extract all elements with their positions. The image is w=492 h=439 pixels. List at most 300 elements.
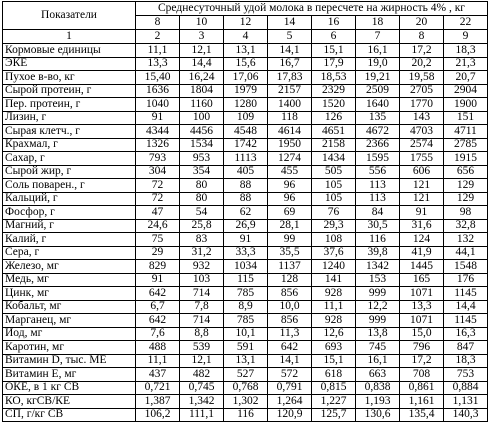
value-cell: 83 [180, 233, 224, 247]
value-cell: 105 [312, 192, 356, 206]
value-cell: 18,53 [312, 71, 356, 85]
header-indicators: Показатели [3, 2, 136, 30]
value-cell: 20,2 [400, 57, 444, 71]
value-cell: 118 [268, 111, 312, 125]
value-cell: 26,9 [224, 219, 268, 233]
value-cell: 663 [356, 368, 400, 382]
row-label: Кобальт, мг [3, 300, 136, 314]
value-cell: 1915 [444, 152, 488, 166]
header-column-number: 7 [356, 30, 400, 44]
value-cell: 62 [224, 206, 268, 220]
value-cell: 1,342 [180, 395, 224, 409]
row-label: Сырой протеин, г [3, 84, 136, 98]
value-cell: 54 [180, 206, 224, 220]
row-label: Витамин Е, мг [3, 368, 136, 382]
value-cell: 1145 [444, 287, 488, 301]
value-cell: 121 [400, 179, 444, 193]
table-row [3, 368, 488, 382]
value-cell: 4614 [268, 125, 312, 139]
value-cell: 96 [268, 179, 312, 193]
value-cell: 928 [312, 287, 356, 301]
value-cell: 455 [268, 165, 312, 179]
row-label: ЭКЕ [3, 57, 136, 71]
value-cell: 14,1 [268, 354, 312, 368]
value-cell: 96 [268, 192, 312, 206]
value-cell: 25,8 [180, 219, 224, 233]
value-cell: 35,5 [268, 246, 312, 260]
value-cell: 17,9 [312, 57, 356, 71]
value-cell: 488 [136, 341, 180, 355]
value-cell: 41,9 [400, 246, 444, 260]
value-cell: 141 [312, 273, 356, 287]
header-column-number: 3 [180, 30, 224, 44]
value-cell: 0,838 [356, 381, 400, 395]
value-cell: 1,227 [312, 395, 356, 409]
row-label: Крахмал, г [3, 138, 136, 152]
value-cell: 1160 [180, 98, 224, 112]
header-yield-cell: 12 [224, 16, 268, 30]
value-cell: 116 [356, 233, 400, 247]
header-column-number: 9 [444, 30, 488, 44]
value-cell: 13,1 [224, 44, 268, 58]
value-cell: 13,3 [400, 300, 444, 314]
table-body [3, 44, 488, 422]
value-cell: 2329 [312, 84, 356, 98]
value-cell: 1400 [268, 98, 312, 112]
value-cell: 618 [312, 368, 356, 382]
value-cell: 7,8 [180, 300, 224, 314]
table-row [3, 125, 488, 139]
value-cell: 0,815 [312, 381, 356, 395]
value-cell: 1640 [356, 98, 400, 112]
table-row [3, 111, 488, 125]
row-label: Марганец, мг [3, 314, 136, 328]
value-cell: 16,7 [268, 57, 312, 71]
value-cell: 24,6 [136, 219, 180, 233]
table-row [3, 44, 488, 58]
value-cell: 0,791 [268, 381, 312, 395]
value-cell: 2158 [312, 138, 356, 152]
value-cell: 829 [136, 260, 180, 274]
table-row [3, 314, 488, 328]
table-row [3, 273, 488, 287]
value-cell: 116 [224, 408, 268, 422]
value-cell: 103 [180, 273, 224, 287]
header-column-number: 4 [224, 30, 268, 44]
value-cell: 856 [268, 287, 312, 301]
value-cell: 111,1 [180, 408, 224, 422]
value-cell: 113 [356, 192, 400, 206]
value-cell: 17,2 [400, 44, 444, 58]
header-column-number: 1 [3, 30, 136, 44]
value-cell: 129 [444, 192, 488, 206]
value-cell: 47 [136, 206, 180, 220]
row-label: Кормовые единицы [3, 44, 136, 58]
value-cell: 1274 [268, 152, 312, 166]
value-cell: 7,6 [136, 327, 180, 341]
value-cell: 16,1 [356, 44, 400, 58]
value-cell: 72 [136, 192, 180, 206]
value-cell: 14,4 [180, 57, 224, 71]
value-cell: 953 [180, 152, 224, 166]
value-cell: 1034 [224, 260, 268, 274]
value-cell: 437 [136, 368, 180, 382]
value-cell: 128 [268, 273, 312, 287]
header-group-title: Среднесуточный удой молока в пересчете на жирность 4% , кг [136, 2, 488, 16]
table-row [3, 381, 488, 395]
value-cell: 39,8 [356, 246, 400, 260]
value-cell: 20,7 [444, 71, 488, 85]
value-cell: 76 [312, 206, 356, 220]
value-cell: 606 [400, 165, 444, 179]
value-cell: 4703 [400, 125, 444, 139]
value-cell: 1755 [400, 152, 444, 166]
value-cell: 31,2 [180, 246, 224, 260]
value-cell: 72 [136, 179, 180, 193]
header-yield-cell: 16 [312, 16, 356, 30]
value-cell: 12,1 [180, 354, 224, 368]
value-cell: 105 [312, 179, 356, 193]
value-cell: 165 [400, 273, 444, 287]
value-cell: 98 [444, 206, 488, 220]
value-cell: 11,3 [268, 327, 312, 341]
row-label: Фосфор, г [3, 206, 136, 220]
table-row [3, 246, 488, 260]
value-cell: 135,4 [400, 408, 444, 422]
table-row [3, 206, 488, 220]
value-cell: 2904 [444, 84, 488, 98]
value-cell: 1770 [400, 98, 444, 112]
value-cell: 32,8 [444, 219, 488, 233]
value-cell: 656 [444, 165, 488, 179]
value-cell: 1595 [356, 152, 400, 166]
value-cell: 1280 [224, 98, 268, 112]
value-cell: 113 [356, 179, 400, 193]
header-row-column-numbers [3, 30, 488, 44]
value-cell: 91 [400, 206, 444, 220]
value-cell: 0,884 [444, 381, 488, 395]
value-cell: 0,721 [136, 381, 180, 395]
nutrition-norms-table [2, 1, 488, 422]
value-cell: 1,193 [356, 395, 400, 409]
value-cell: 10,0 [268, 300, 312, 314]
header-row-titles [3, 2, 488, 16]
value-cell: 29,3 [312, 219, 356, 233]
table-row [3, 219, 488, 233]
value-cell: 0,861 [400, 381, 444, 395]
value-cell: 642 [136, 314, 180, 328]
value-cell: 125,7 [312, 408, 356, 422]
value-cell: 999 [356, 287, 400, 301]
value-cell: 1137 [268, 260, 312, 274]
value-cell: 572 [268, 368, 312, 382]
nutrition-table-container [2, 1, 488, 422]
value-cell: 1900 [444, 98, 488, 112]
value-cell: 15,6 [224, 57, 268, 71]
value-cell: 12,2 [356, 300, 400, 314]
value-cell: 4456 [180, 125, 224, 139]
value-cell: 793 [136, 152, 180, 166]
value-cell: 1,131 [444, 395, 488, 409]
table-row [3, 165, 488, 179]
table-row [3, 98, 488, 112]
value-cell: 153 [356, 273, 400, 287]
row-label: Сахар, г [3, 152, 136, 166]
value-cell: 14,4 [444, 300, 488, 314]
row-label: Каротин, мг [3, 341, 136, 355]
value-cell: 482 [180, 368, 224, 382]
value-cell: 109 [224, 111, 268, 125]
value-cell: 8,9 [224, 300, 268, 314]
value-cell: 88 [224, 192, 268, 206]
value-cell: 1040 [136, 98, 180, 112]
value-cell: 1113 [224, 152, 268, 166]
row-label: Сера, г [3, 246, 136, 260]
value-cell: 1,161 [400, 395, 444, 409]
row-label: Калий, г [3, 233, 136, 247]
value-cell: 44,1 [444, 246, 488, 260]
value-cell: 2574 [400, 138, 444, 152]
value-cell: 176 [444, 273, 488, 287]
value-cell: 1071 [400, 314, 444, 328]
value-cell: 714 [180, 287, 224, 301]
value-cell: 135 [356, 111, 400, 125]
value-cell: 1071 [400, 287, 444, 301]
value-cell: 88 [224, 179, 268, 193]
table-row [3, 57, 488, 71]
value-cell: 1145 [444, 314, 488, 328]
value-cell: 37,6 [312, 246, 356, 260]
value-cell: 108 [312, 233, 356, 247]
value-cell: 19,0 [356, 57, 400, 71]
value-cell: 16,1 [356, 354, 400, 368]
value-cell: 14,1 [268, 44, 312, 58]
table-row [3, 395, 488, 409]
row-label: Сырая клетч., г [3, 125, 136, 139]
value-cell: 796 [400, 341, 444, 355]
value-cell: 143 [400, 111, 444, 125]
value-cell: 856 [268, 314, 312, 328]
value-cell: 753 [444, 368, 488, 382]
value-cell: 91 [136, 273, 180, 287]
header-yield-cell: 8 [136, 16, 180, 30]
value-cell: 31,6 [400, 219, 444, 233]
header-yield-cell: 20 [400, 16, 444, 30]
value-cell: 527 [224, 368, 268, 382]
row-label: Пухое в-во, кг [3, 71, 136, 85]
value-cell: 13,8 [356, 327, 400, 341]
value-cell: 1548 [444, 260, 488, 274]
value-cell: 932 [180, 260, 224, 274]
value-cell: 556 [356, 165, 400, 179]
value-cell: 1,264 [268, 395, 312, 409]
value-cell: 1326 [136, 138, 180, 152]
value-cell: 13,1 [224, 354, 268, 368]
value-cell: 642 [268, 341, 312, 355]
row-label: Иод, мг [3, 327, 136, 341]
header-column-number: 8 [400, 30, 444, 44]
value-cell: 2157 [268, 84, 312, 98]
value-cell: 11,1 [136, 354, 180, 368]
value-cell: 124 [400, 233, 444, 247]
value-cell: 1,302 [224, 395, 268, 409]
value-cell: 126 [312, 111, 356, 125]
row-label: Витамин D, тыс. МЕ [3, 354, 136, 368]
header-column-number: 2 [136, 30, 180, 44]
table-row [3, 84, 488, 98]
value-cell: 18,3 [444, 44, 488, 58]
value-cell: 8,8 [180, 327, 224, 341]
value-cell: 115 [224, 273, 268, 287]
value-cell: 714 [180, 314, 224, 328]
value-cell: 28,1 [268, 219, 312, 233]
value-cell: 2785 [444, 138, 488, 152]
value-cell: 16,3 [444, 327, 488, 341]
value-cell: 15,1 [312, 354, 356, 368]
value-cell: 1520 [312, 98, 356, 112]
value-cell: 0,768 [224, 381, 268, 395]
value-cell: 16,24 [180, 71, 224, 85]
row-label: КО, кгСВ/КЕ [3, 395, 136, 409]
row-label: Лизин, г [3, 111, 136, 125]
value-cell: 1434 [312, 152, 356, 166]
value-cell: 642 [136, 287, 180, 301]
value-cell: 405 [224, 165, 268, 179]
value-cell: 75 [136, 233, 180, 247]
table-row [3, 233, 488, 247]
value-cell: 91 [136, 111, 180, 125]
value-cell: 1979 [224, 84, 268, 98]
value-cell: 999 [356, 314, 400, 328]
value-cell: 121 [400, 192, 444, 206]
row-label: Соль поварен., г [3, 179, 136, 193]
table-row [3, 287, 488, 301]
table-row [3, 192, 488, 206]
value-cell: 84 [356, 206, 400, 220]
row-label: Цинк, мг [3, 287, 136, 301]
row-label: Сырой жир, г [3, 165, 136, 179]
table-row [3, 71, 488, 85]
value-cell: 15,0 [400, 327, 444, 341]
value-cell: 1950 [268, 138, 312, 152]
value-cell: 1342 [356, 260, 400, 274]
value-cell: 928 [312, 314, 356, 328]
value-cell: 91 [224, 233, 268, 247]
value-cell: 4344 [136, 125, 180, 139]
value-cell: 30,5 [356, 219, 400, 233]
value-cell: 6,7 [136, 300, 180, 314]
value-cell: 1742 [224, 138, 268, 152]
value-cell: 1534 [180, 138, 224, 152]
header-yield-cell: 14 [268, 16, 312, 30]
row-label: Магний, г [3, 219, 136, 233]
header-column-number: 6 [312, 30, 356, 44]
value-cell: 785 [224, 314, 268, 328]
value-cell: 4711 [444, 125, 488, 139]
value-cell: 21,3 [444, 57, 488, 71]
value-cell: 1445 [400, 260, 444, 274]
value-cell: 99 [268, 233, 312, 247]
value-cell: 15,1 [312, 44, 356, 58]
value-cell: 2509 [356, 84, 400, 98]
value-cell: 15,40 [136, 71, 180, 85]
row-label: Пер. протеин, г [3, 98, 136, 112]
value-cell: 80 [180, 179, 224, 193]
value-cell: 4651 [312, 125, 356, 139]
header-column-number: 5 [268, 30, 312, 44]
value-cell: 693 [312, 341, 356, 355]
table-header [3, 2, 488, 44]
value-cell: 140,3 [444, 408, 488, 422]
value-cell: 151 [444, 111, 488, 125]
value-cell: 10,1 [224, 327, 268, 341]
value-cell: 785 [224, 287, 268, 301]
table-row [3, 138, 488, 152]
value-cell: 29 [136, 246, 180, 260]
value-cell: 2366 [356, 138, 400, 152]
value-cell: 354 [180, 165, 224, 179]
table-row [3, 152, 488, 166]
header-yield-cell: 10 [180, 16, 224, 30]
value-cell: 120,9 [268, 408, 312, 422]
value-cell: 1804 [180, 84, 224, 98]
value-cell: 19,21 [356, 71, 400, 85]
value-cell: 2705 [400, 84, 444, 98]
value-cell: 708 [400, 368, 444, 382]
row-label: Кальций, г [3, 192, 136, 206]
value-cell: 106,2 [136, 408, 180, 422]
value-cell: 130,6 [356, 408, 400, 422]
header-yield-cell: 22 [444, 16, 488, 30]
value-cell: 33,3 [224, 246, 268, 260]
table-row [3, 341, 488, 355]
value-cell: 80 [180, 192, 224, 206]
value-cell: 4672 [356, 125, 400, 139]
value-cell: 17,83 [268, 71, 312, 85]
value-cell: 0,745 [180, 381, 224, 395]
value-cell: 132 [444, 233, 488, 247]
value-cell: 12,6 [312, 327, 356, 341]
table-row [3, 408, 488, 422]
header-yield-cell: 18 [356, 16, 400, 30]
value-cell: 11,1 [136, 44, 180, 58]
value-cell: 69 [268, 206, 312, 220]
value-cell: 745 [356, 341, 400, 355]
value-cell: 1,387 [136, 395, 180, 409]
value-cell: 17,2 [400, 354, 444, 368]
row-label: СП, г/кг СВ [3, 408, 136, 422]
value-cell: 847 [444, 341, 488, 355]
value-cell: 19,58 [400, 71, 444, 85]
value-cell: 1636 [136, 84, 180, 98]
table-row [3, 260, 488, 274]
row-label: Железо, мг [3, 260, 136, 274]
value-cell: 129 [444, 179, 488, 193]
value-cell: 539 [180, 341, 224, 355]
value-cell: 18,3 [444, 354, 488, 368]
value-cell: 13,3 [136, 57, 180, 71]
row-label: Медь, мг [3, 273, 136, 287]
value-cell: 17,06 [224, 71, 268, 85]
value-cell: 11,1 [312, 300, 356, 314]
table-row [3, 327, 488, 341]
row-label: ОКЕ, в 1 кг СВ [3, 381, 136, 395]
value-cell: 304 [136, 165, 180, 179]
table-row [3, 179, 488, 193]
value-cell: 12,1 [180, 44, 224, 58]
table-row [3, 300, 488, 314]
value-cell: 100 [180, 111, 224, 125]
